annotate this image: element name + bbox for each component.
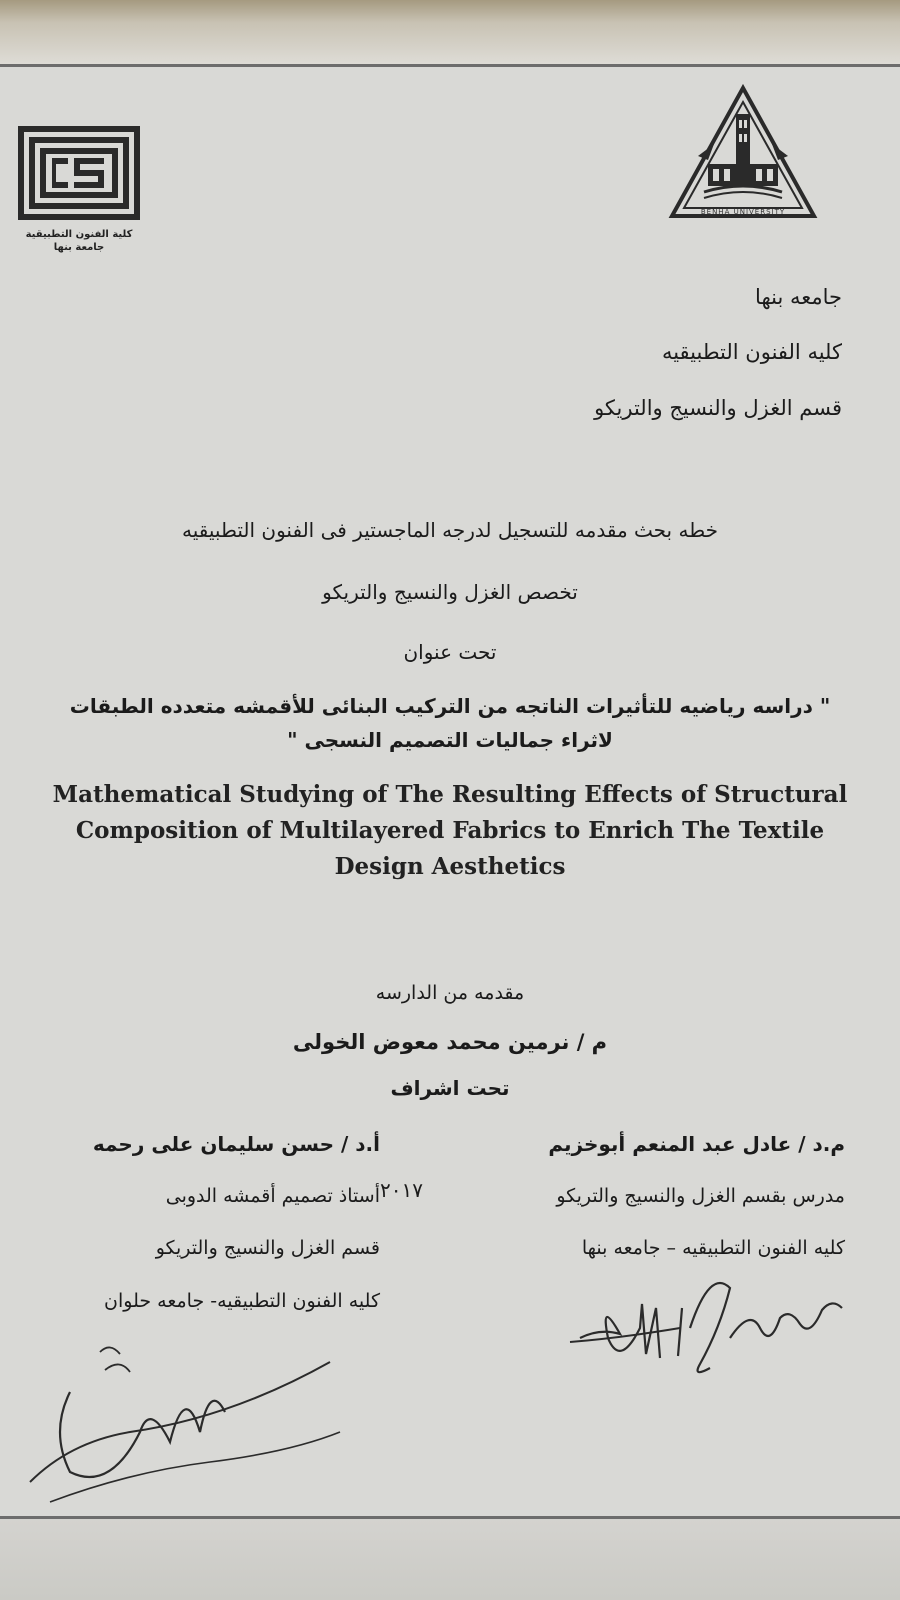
emblem-ring-text: BENHA UNIVERSITY [700,208,786,216]
supervisor-2-name: أ.د / حسن سليمان على رحمه [92,1132,380,1156]
logo-caption-faculty: كلية الفنون التطبيقية [25,229,133,240]
thesis-title-en-line2: Composition of Multilayered Fabrics to Enrich The Textile [75,817,825,844]
supervisor-2-signature [10,1322,360,1522]
faculty-name: كليه الفنون التطبيقيه [661,340,842,364]
submitted-by-label: مقدمه من الدارسه [375,982,525,1004]
photo-top-edge [0,0,900,64]
logo-caption-university: جامعة بنها [53,242,105,253]
thesis-title-en-line3: Design Aesthetics [334,853,566,880]
thesis-title-en [0,777,900,885]
faculty-of-applied-arts-logo-icon [14,124,144,224]
supervisor-1-affiliation: كليه الفنون التطبيقيه – جامعه بنها [581,1237,845,1259]
thesis-title-ar-line2: لاثراء جماليات التصميم النسجى " [287,728,613,752]
university-name: جامعه بنها [755,285,842,309]
supervision-label: تحت اشراف [390,1076,510,1100]
plan-under-title: تحت عنوان [403,640,497,664]
supervisor-1-signature [560,1268,860,1398]
supervisor-2-title: أستاذ تصميم أقمشه الدوبى [165,1185,380,1207]
supervisor-2-department: قسم الغزل والنسيج والتريكو [155,1237,380,1259]
department-name: قسم الغزل والنسيج والتريكو [594,396,842,420]
university-logo [668,84,818,229]
plan-description: خطه بحث مقدمه للتسجيل لدرجه الماجستير فى الفنون التطبيقيه [182,518,718,542]
student-name: م / نرمين محمد معوض الخولى [292,1030,608,1054]
year: ٢٠١٧ [380,1178,423,1202]
supervisor-1-name: م.د / عادل عبد المنعم أبوخزيم [548,1132,845,1156]
faculty-logo [14,124,144,254]
supervisor-1-title: مدرس بقسم الغزل والنسيج والتريكو [556,1185,845,1207]
supervisor-2-affiliation: كليه الفنون التطبيقيه- جامعه حلوان [104,1290,380,1312]
thesis-title-ar-line1: " دراسه رياضيه للتأثيرات الناتجه من التركيب البنائى للأقمشه متعدده الطبقات [69,694,831,718]
thesis-title-en-line1: Mathematical Studying of The Resulting Effects of Structural [52,781,848,808]
photo-bottom-edge [0,1519,900,1600]
plan-specialization: تخصص الغزل والنسيج والتريكو [322,580,578,604]
page-top-rule [0,64,900,67]
